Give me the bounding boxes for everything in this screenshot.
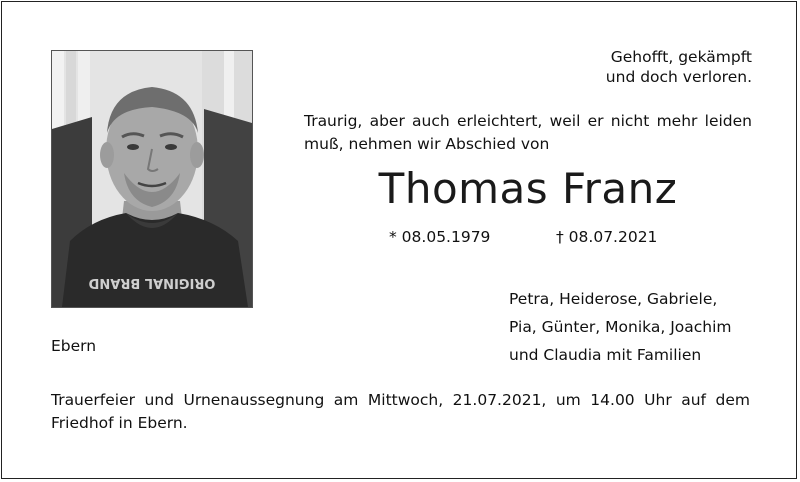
birth-date: * 08.05.1979 <box>389 228 491 246</box>
intro-text: Traurig, aber auch erleichtert, weil er nicht mehr leiden muß, nehmen wir Abschied von <box>304 112 752 153</box>
motto-line: Gehofft, gekämpft <box>610 48 752 66</box>
mourners-line: und Claudia mit Familien <box>509 346 702 364</box>
death-date: † 08.07.2021 <box>556 228 658 246</box>
mourners-line: Petra, Heiderose, Gabriele, <box>509 290 718 308</box>
mourners-list <box>509 285 769 369</box>
portrait-photo <box>51 50 253 308</box>
deceased-name: Thomas Franz <box>378 164 678 213</box>
place-name: Ebern <box>51 337 97 355</box>
shirt-print-text: ORIGINAL BRAND <box>88 275 216 290</box>
motto-line: und doch verloren. <box>605 68 752 86</box>
funeral-service-info: Trauerfeier und Urnenaussegnung am Mittwoch, 21.07.2021, um 14.00 Uhr auf dem Friedhof in Ebern. <box>51 391 750 432</box>
motto <box>512 47 752 87</box>
mourners-line: Pia, Günter, Monika, Joachim <box>509 318 732 336</box>
